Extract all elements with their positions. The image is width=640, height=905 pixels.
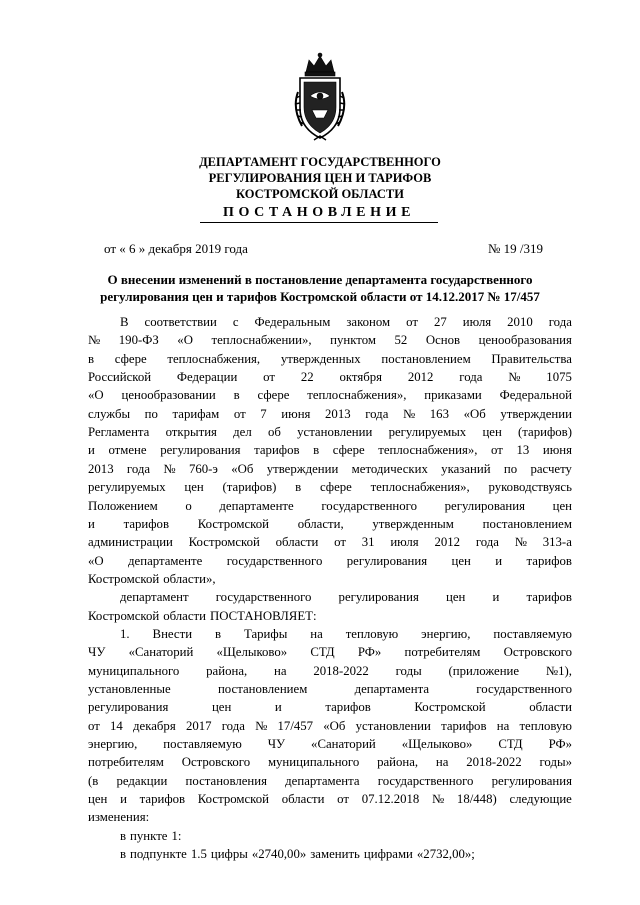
body-line: от 14 декабря 2017 года № 17/457 «Об установлении тарифов на тепловую <box>88 718 572 733</box>
body-line: и тарифов Костромской области, утвержденным постановлением <box>88 516 572 531</box>
document-title-line1: О внесении изменений в постановление департамента государственного <box>107 272 533 287</box>
department-name-line1: ДЕПАРТАМЕНТ ГОСУДАРСТВЕННОГО <box>199 155 441 169</box>
body-line: службы по тарифам от 7 июня 2013 года № 163 «Об утверждении <box>88 406 572 421</box>
body-line: В соответствии с Федеральным законом от 27 июля 2010 года <box>120 315 572 329</box>
document-number: № 19 /319 <box>488 241 544 256</box>
body-line: установленные постановлением департамента государственного <box>88 682 572 696</box>
body-line: муниципального района, на 2018-2022 годы (приложение №1), <box>88 663 572 678</box>
body-line: Российской Федерации от 22 октября 2012 года № 1075 <box>88 370 572 385</box>
body-line: департамент государственного регулирования цен и тарифов <box>120 590 572 605</box>
body-line: в пункте 1: <box>120 828 182 843</box>
body-line: № 190-ФЗ «О теплоснабжении», пунктом 52 Основ ценообразования <box>88 333 572 348</box>
body-line: (в редакции постановления департамента государственного регулирования <box>88 773 572 788</box>
body-line: Костромской области ПОСТАНОВЛЯЕТ: <box>88 608 317 623</box>
coat-of-arms-emblem <box>292 52 348 144</box>
body-line: изменения: <box>88 810 150 825</box>
body-line: и отмене регулирования тарифов в сфере теплоснабжения», от 13 июня <box>88 443 572 458</box>
body-line: Регламента открытия дел об установлении регулируемых цен (тарифов) <box>88 425 572 440</box>
document-title <box>70 271 570 305</box>
body-line: «О ценообразовании в сфере теплоснабжения», приказами Федеральной <box>88 388 572 403</box>
body-line: 2013 года № 760-э «Об утверждении методических указаний по расчету <box>88 461 572 476</box>
department-header <box>0 154 640 202</box>
body-line: 1. Внести в Тарифы на тепловую энергию, поставляемую <box>120 626 572 641</box>
body-line: «О департаменте государственного регулирования цен и тарифов <box>88 553 572 568</box>
department-name-line3: КОСТРОМСКОЙ ОБЛАСТИ <box>236 187 404 201</box>
body-line: в сфере теплоснабжения, утвержденных постановлением Правительства <box>88 351 572 366</box>
body-line: регулируемых цен (тарифов) в сфере теплоснабжения», руководствуясь <box>88 480 572 495</box>
document-type-heading: ПОСТАНОВЛЕНИЕ <box>200 205 438 223</box>
body-line: в подпункте 1.5 цифры «2740,00» заменить цифрами «2732,00»; <box>120 847 475 862</box>
body-line: цен и тарифов Костромской области от 07.12.2018 № 18/448) следующие <box>88 792 572 807</box>
body-line: Костромской области», <box>88 571 216 586</box>
body-line: потребителям Островского муниципального района, на 2018-2022 годы» <box>88 755 572 770</box>
document-date: от « 6 » декабря 2019 года <box>104 241 248 256</box>
body-line: Положением о департаменте государственного регулирования цен <box>88 498 572 513</box>
department-name-line2: РЕГУЛИРОВАНИЯ ЦЕН И ТАРИФОВ <box>208 171 432 185</box>
body-line: регулирования цен и тарифов Костромской области <box>88 700 572 715</box>
document-title-line2: регулирования цен и тарифов Костромской области от 14.12.2017 № 17/457 <box>100 289 540 304</box>
body-line: энергию, поставляемую ЧУ «Санаторий «Щелыково» СТД РФ» <box>88 737 572 752</box>
body-line: администрации Костромской области от 31 июля 2012 года № 313-а <box>88 535 572 550</box>
body-line: ЧУ «Санаторий «Щелыково» СТД РФ» потребителям Островского <box>88 645 572 660</box>
